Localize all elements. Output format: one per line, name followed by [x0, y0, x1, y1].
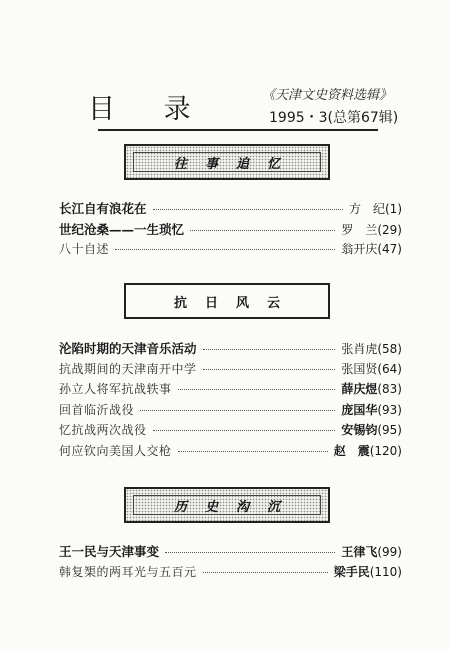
dot-leader — [203, 369, 336, 370]
entry-title: 长江自有浪花在 — [59, 201, 147, 216]
entry-page: (93) — [377, 402, 402, 417]
entry-page: (1) — [385, 202, 402, 216]
entry-title: 王一民与天津事变 — [59, 544, 160, 559]
entry-title: 何应钦向美国人交枪 — [59, 443, 172, 458]
section-2-entries — [59, 339, 402, 462]
toc-entry[interactable] — [59, 542, 402, 563]
section-header-1 — [124, 144, 330, 180]
entry-author: 梁手民 — [333, 564, 370, 579]
entry-author: 薛庆煜 — [341, 382, 378, 396]
page-title: 目 录 — [88, 94, 211, 125]
entry-page: (120) — [369, 443, 402, 458]
entry-page: (95) — [377, 423, 402, 437]
toc-entry[interactable] — [59, 563, 402, 584]
publication-name: 《天津文史资料选辑》 — [262, 88, 393, 103]
dot-leader — [140, 410, 335, 411]
entry-author: 安锡钧 — [341, 423, 378, 437]
entry-title: 世纪沧桑——一生琐忆 — [59, 221, 185, 237]
toc-entry[interactable] — [59, 339, 402, 360]
entry-author: 王律飞 — [341, 545, 378, 559]
section-label: 抗日风云 — [173, 295, 298, 311]
section-1-entries — [59, 199, 402, 261]
toc-entry[interactable] — [59, 360, 402, 381]
issue-number: 1995・3(总第67辑) — [269, 110, 399, 126]
dot-leader — [115, 249, 335, 250]
section-3-entries — [59, 542, 402, 583]
section-label: 往事追忆 — [173, 156, 298, 172]
dot-leader — [190, 230, 335, 231]
toc-entry[interactable] — [59, 421, 402, 442]
entry-title: 沦陷时期的天津音乐活动 — [59, 341, 197, 356]
toc-entry[interactable] — [59, 199, 402, 220]
entry-title: 忆抗战两次战役 — [59, 423, 147, 437]
entry-page: (64) — [377, 361, 402, 376]
entry-author: 罗 兰 — [341, 222, 378, 237]
toc-entry[interactable] — [59, 240, 402, 261]
entry-page: (47) — [377, 242, 402, 256]
entry-title: 抗战期间的天津南开中学 — [59, 361, 197, 376]
entry-title: 八十自述 — [59, 242, 110, 256]
entry-author: 赵 震 — [333, 443, 370, 458]
toc-entry[interactable] — [59, 380, 402, 401]
toc-entry[interactable] — [59, 442, 402, 463]
entry-title: 韩复榘的两耳光与五百元 — [59, 564, 197, 579]
dot-leader — [178, 389, 336, 390]
dot-leader — [178, 451, 328, 452]
entry-author: 张肖虎 — [341, 342, 378, 356]
dot-leader — [203, 572, 328, 573]
entry-page: (110) — [369, 564, 402, 579]
entry-author: 庞国华 — [341, 402, 378, 417]
dot-leader — [165, 552, 335, 553]
toc-entry[interactable] — [59, 220, 402, 241]
entry-page: (29) — [377, 222, 402, 237]
entry-author: 张国贤 — [341, 361, 378, 376]
header-divider — [98, 129, 378, 131]
dot-leader — [203, 349, 336, 350]
entry-page: (99) — [377, 545, 402, 559]
toc-entry[interactable] — [59, 401, 402, 422]
entry-title: 回首临沂战役 — [59, 402, 135, 417]
entry-title: 孙立人将军抗战轶事 — [59, 382, 172, 396]
entry-page: (83) — [377, 382, 402, 396]
section-header-2 — [124, 283, 330, 319]
section-label: 历史沟沉 — [173, 499, 298, 515]
section-header-3 — [124, 487, 330, 523]
entry-author: 方 纪 — [348, 202, 385, 216]
entry-author: 翁开庆 — [341, 242, 378, 256]
dot-leader — [153, 430, 336, 431]
entry-page: (58) — [377, 342, 402, 356]
dot-leader — [153, 209, 343, 210]
